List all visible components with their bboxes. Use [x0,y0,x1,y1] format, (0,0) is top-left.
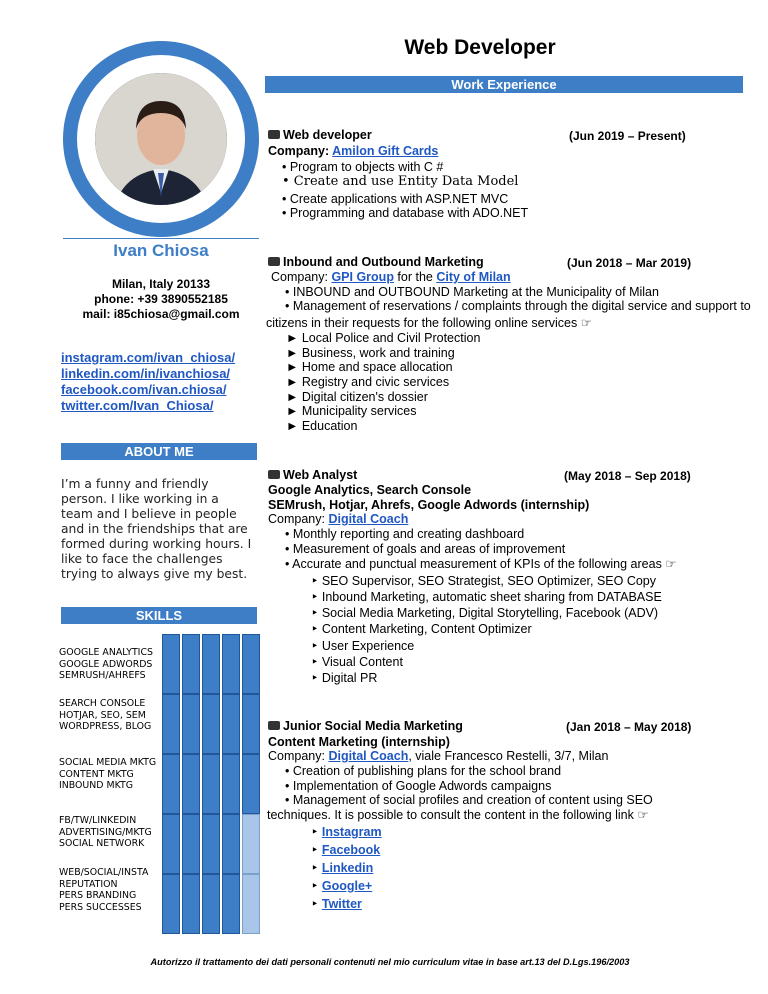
about-line: person. I like working in a [61,492,219,506]
job-3-area: ‣ Visual Content [311,655,403,669]
company-label: Company: [268,749,329,763]
briefcase-icon [268,257,280,266]
skill-cell-filled [222,694,240,754]
company-link[interactable]: Digital Coach [328,749,409,763]
skill-group-2-bars [162,694,262,754]
job-3-date: (May 2018 – Sep 2018) [564,469,691,483]
avatar [95,73,227,205]
twitter-link[interactable]: twitter.com/Ivan_Chiosa/ [61,398,214,413]
company-label: Company: [268,512,329,526]
job-4-title [268,719,463,733]
job-1-date: (Jun 2019 – Present) [569,129,686,143]
skill-cell-filled [202,634,220,694]
skill-cell-filled [202,874,220,934]
work-experience-heading: Work Experience [265,76,743,93]
company-link[interactable]: Amilon Gift Cards [332,144,439,158]
skill-cell-filled [162,814,180,874]
job-3-area: ‣ Content Marketing, Content Optimizer [311,622,532,636]
job-1-company [268,144,438,159]
job-4-bullet: • Creation of publishing plans for the school brand [285,764,562,778]
job-2-date: (Jun 2018 – Mar 2019) [567,256,692,270]
job-2-service: ► Business, work and training [286,346,455,360]
skill-cell-filled [162,634,180,694]
skill-group-4-labels [59,815,152,850]
job-3-subtitle: SEMrush, Hotjar, Ahrefs, Google Adwords (internship) [268,498,590,512]
job-4-subtitle: Content Marketing (internship) [268,735,450,749]
facebook-link[interactable]: facebook.com/ivan.chiosa/ [61,382,227,397]
skill-label: WORDPRESS, BLOG [59,721,152,732]
job-3-area: ‣ SEO Supervisor, SEO Strategist, SEO Optimizer, SEO Copy [311,574,656,588]
skill-cell-filled [182,814,200,874]
skill-cell-filled [222,754,240,814]
job-3-title-text: Web Analyst [283,468,358,482]
skill-group-3-labels [59,757,156,792]
job-2-service: ► Home and space allocation [286,360,453,374]
job-3-area: ‣ Social Media Marketing, Digital Storytelling, Facebook (ADV) [311,606,659,620]
company-address: , viale Francesco Restelli, 3/7, Milan [408,749,609,763]
skill-cell-filled [242,694,260,754]
job-1-title [268,128,372,142]
job-2-service: ► Registry and civic services [286,375,450,389]
instagram-link[interactable]: instagram.com/ivan_chiosa/ [61,350,236,365]
skill-label: CONTENT MKTG [59,768,134,780]
skill-cell-filled [222,874,240,934]
company-for: for the [393,270,437,284]
skill-label: ADVERTISING/MKTG [59,826,152,838]
linkedin-link[interactable]: linkedin.com/in/ivanchiosa/ [61,366,231,381]
twitter-link[interactable]: Twitter [321,897,362,911]
about-heading: ABOUT ME [61,443,257,460]
job-2-service: ► Digital citizen's dossier [286,390,428,404]
job-3-subtitle: Google Analytics, Search Console [268,483,472,497]
about-line: trying to always give my best. [61,567,248,581]
job-2-service: ► Education [286,419,358,433]
job-4-date: (Jan 2018 – May 2018) [566,720,692,734]
instagram-content-link: ‣ Instagram [311,825,382,839]
phone: phone: +39 3890552185 [94,292,228,306]
job-1-bullet: • Create and use Entity Data Model [282,174,519,189]
twitter-content-link: ‣ Twitter [311,897,362,911]
skill-label: FB/TW/LINKEDIN [59,815,137,826]
skill-label: HOTJAR, SEO, SEM [59,709,146,721]
job-4-bullet: • Management of social profiles and creation of content using SEO [285,793,653,807]
linkedin-link[interactable]: Linkedin [321,861,374,875]
skill-cell-filled [162,694,180,754]
skill-cell-filled [182,754,200,814]
job-2-company [271,270,511,285]
skill-label: WEB/SOCIAL/INSTA [59,867,149,878]
about-line: team and I believe in people [61,507,237,521]
job-2-bullet-cont: citizens in their requests for the following online services ☞ [266,316,592,330]
instagram-link[interactable]: Instagram [321,825,382,839]
job-3-title [268,468,357,482]
job-2-service: ► Local Police and Civil Protection [286,331,481,345]
job-4-bullet: • Implementation of Google Adwords campaigns [285,779,552,793]
company-link[interactable]: Digital Coach [328,512,409,526]
email: mail: i85chiosa@gmail.com [82,307,240,321]
about-line: I’m a funny and friendly [61,477,209,491]
skill-cell-filled [162,754,180,814]
skill-label: PERS BRANDING [59,890,137,901]
skill-cell-filled [242,634,260,694]
skill-label: SEARCH CONSOLE [59,698,146,709]
job-3-company [268,512,408,527]
skill-cell-filled [222,814,240,874]
skill-cell-filled [202,754,220,814]
job-3-bullet: • Accurate and punctual measurement of KPIs of the following areas ☞ [285,557,677,571]
person-name: Ivan Chiosa [63,238,259,261]
skill-cell-empty [242,814,260,874]
job-2-title [268,255,484,269]
job-4-title-text: Junior Social Media Marketing [283,719,463,733]
briefcase-icon [268,721,280,730]
skill-label: REPUTATION [59,878,118,890]
job-1-bullet: • Program to objects with C # [282,160,444,174]
skill-label: GOOGLE ADWORDS [59,658,153,670]
skill-label: PERS SUCCESSES [59,901,142,913]
skill-cell-filled [202,814,220,874]
skill-cell-filled [182,634,200,694]
skill-cell-filled [162,874,180,934]
job-2-service: ► Municipality services [286,404,417,418]
job-2-bullet: • Management of reservations / complaints through the digital service and support to [285,299,751,313]
skill-cell-filled [182,874,200,934]
skill-group-3-bars [162,754,262,814]
about-text [61,477,261,582]
job-3-area: ‣ User Experience [311,639,415,653]
job-3-area: ‣ Inbound Marketing, automatic sheet sharing from DATABASE [311,590,662,604]
job-2-bullet: • INBOUND and OUTBOUND Marketing at the Municipality of Milan [285,285,659,299]
company-label: Company: [271,270,332,284]
skill-group-1-bars [162,634,262,694]
about-line: formed during working hours. I [61,537,252,551]
skill-group-4-bars [162,814,262,874]
skill-group-5-bars [162,874,262,934]
googleplus-link[interactable]: Google+ [321,879,373,893]
skills-heading: SKILLS [61,607,257,624]
facebook-link[interactable]: Facebook [321,843,381,857]
skill-label: SEMRUSH/AHREFS [59,670,146,681]
linkedin-content-link: ‣ Linkedin [311,861,374,875]
job-3-bullet: • Monthly reporting and creating dashboard [285,527,525,541]
skill-cell-empty [242,874,260,934]
page-title: Web Developer [404,36,556,59]
briefcase-icon [268,130,280,139]
about-line: and in the friendships that are [61,522,248,536]
skill-cell-filled [202,694,220,754]
job-4-company [268,749,608,764]
skill-label: GOOGLE ANALYTICS [59,647,153,658]
city-link[interactable]: City of Milan [436,270,511,284]
job-1-bullet: • Programming and database with ADO.NET [282,206,529,220]
job-1-bullet: • Create applications with ASP.NET MVC [282,192,509,206]
company-link[interactable]: GPI Group [331,270,394,284]
skill-group-1-labels [59,647,153,682]
skill-group-5-labels [59,867,148,913]
skill-cell-filled [222,634,240,694]
skill-group-2-labels [59,698,151,733]
skill-cell-filled [242,754,260,814]
skill-label: SOCIAL MEDIA MKTG [59,757,157,768]
job-2-title-text: Inbound and Outbound Marketing [283,255,484,269]
job-4-bullet-cont: techniques. It is possible to consult the content in the following link ☞ [267,808,649,822]
job-3-bullet: • Measurement of goals and areas of improvement [285,542,566,556]
skill-cell-filled [182,694,200,754]
company-label: Company: [268,144,333,158]
briefcase-icon [268,470,280,479]
skill-label: SOCIAL NETWORK [59,838,145,849]
about-line: like to face the challenges [61,552,223,566]
privacy-footer: Autorizzo il trattamento dei dati personali contenuti nel mio curriculum vitae in base art.13 del D.Lgs.196/2003 [150,957,630,967]
skill-label: INBOUND MKTG [59,780,133,791]
location: Milan, Italy 20133 [111,277,211,291]
job-1-title-text: Web developer [283,128,372,142]
googleplus-content-link: ‣ Google+ [311,879,373,893]
facebook-content-link: ‣ Facebook [311,843,381,857]
job-3-area: ‣ Digital PR [311,671,378,685]
